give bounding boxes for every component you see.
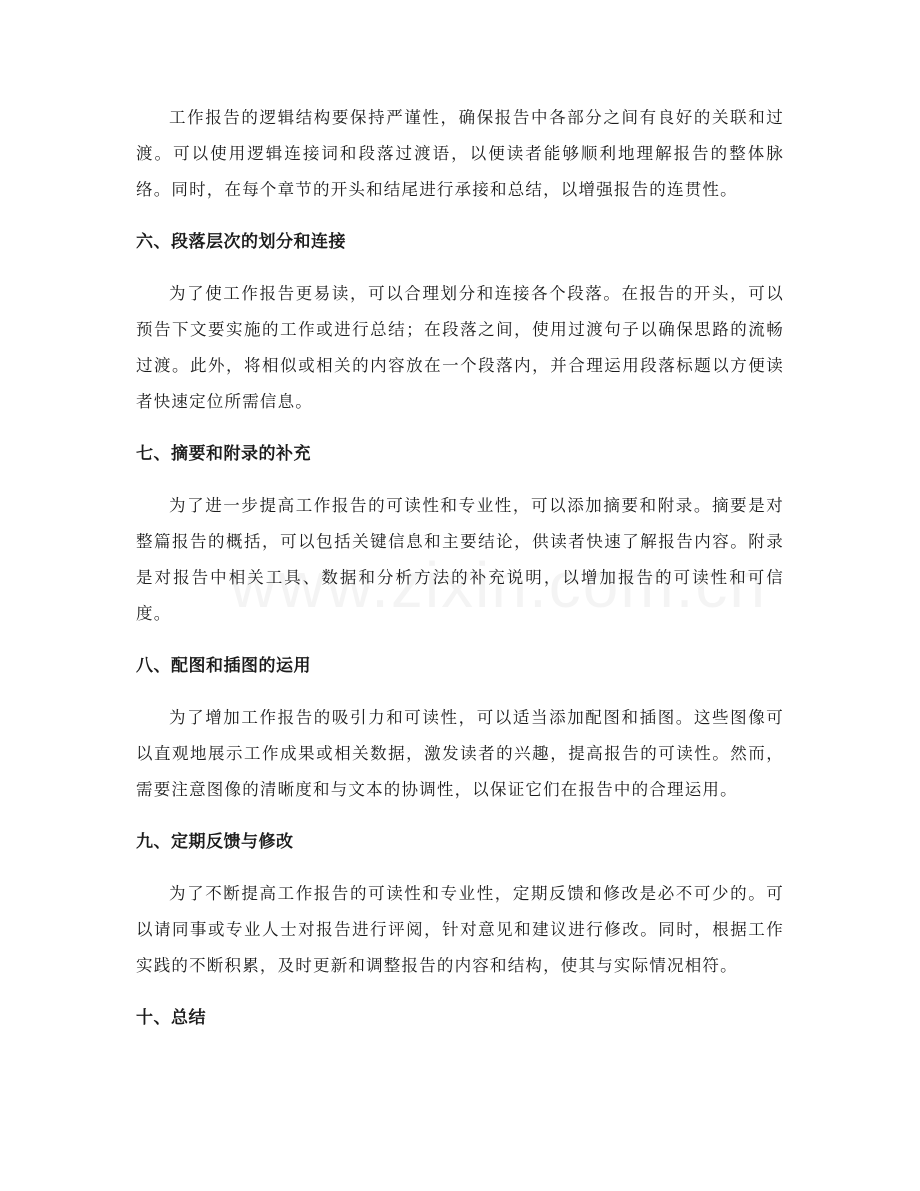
section-heading-6: 六、段落层次的划分和连接 [136, 232, 346, 252]
paragraph-section-9: 为了不断提高工作报告的可读性和专业性，定期反馈和修改是必不可少的。可以请同事或专业人士对报告进行评阅，针对意见和建议进行修改。同时，根据工作实践的不断积累，及时更新和调整报告的内容和结构，使其与实际情况相符。 [136, 884, 784, 975]
paragraph-section-8: 为了增加工作报告的吸引力和可读性，可以适当添加配图和插图。这些图像可以直观地展示工作成果或相关数据，激发读者的兴趣，提高报告的可读性。然而，需要注意图像的清晰度和与文本的协调性，以保证它们在报告中的合理运用。 [136, 708, 784, 799]
section-heading-9: 九、定期反馈与修改 [136, 832, 294, 852]
section-heading-7: 七、摘要和附录的补充 [136, 444, 311, 464]
paragraph-section-6: 为了使工作报告更易读，可以合理划分和连接各个段落。在报告的开头，可以预告下文要实施的工作或进行总结；在段落之间，使用过渡句子以确保思路的流畅过渡。此外，将相似或相关的内容放在一个段落内，并合理运用段落标题以方便读者快速定位所需信息。 [136, 284, 784, 411]
document-body [136, 100, 784, 1036]
paragraph-section-7: 为了进一步提高工作报告的可读性和专业性，可以添加摘要和附录。摘要是对整篇报告的概括，可以包括关键信息和主要结论，供读者快速了解报告内容。附录是对报告中相关工具、数据和分析方法的补充说明，以增加报告的可读性和可信度。 [136, 496, 784, 623]
section-heading-10: 十、总结 [136, 1008, 206, 1028]
paragraph-logic-structure: 工作报告的逻辑结构要保持严谨性，确保报告中各部分之间有良好的关联和过渡。可以使用逻辑连接词和段落过渡语，以便读者能够顺利地理解报告的整体脉络。同时，在每个章节的开头和结尾进行承接和总结，以增强报告的连贯性。 [136, 108, 784, 199]
section-heading-8: 八、配图和插图的运用 [136, 656, 311, 676]
